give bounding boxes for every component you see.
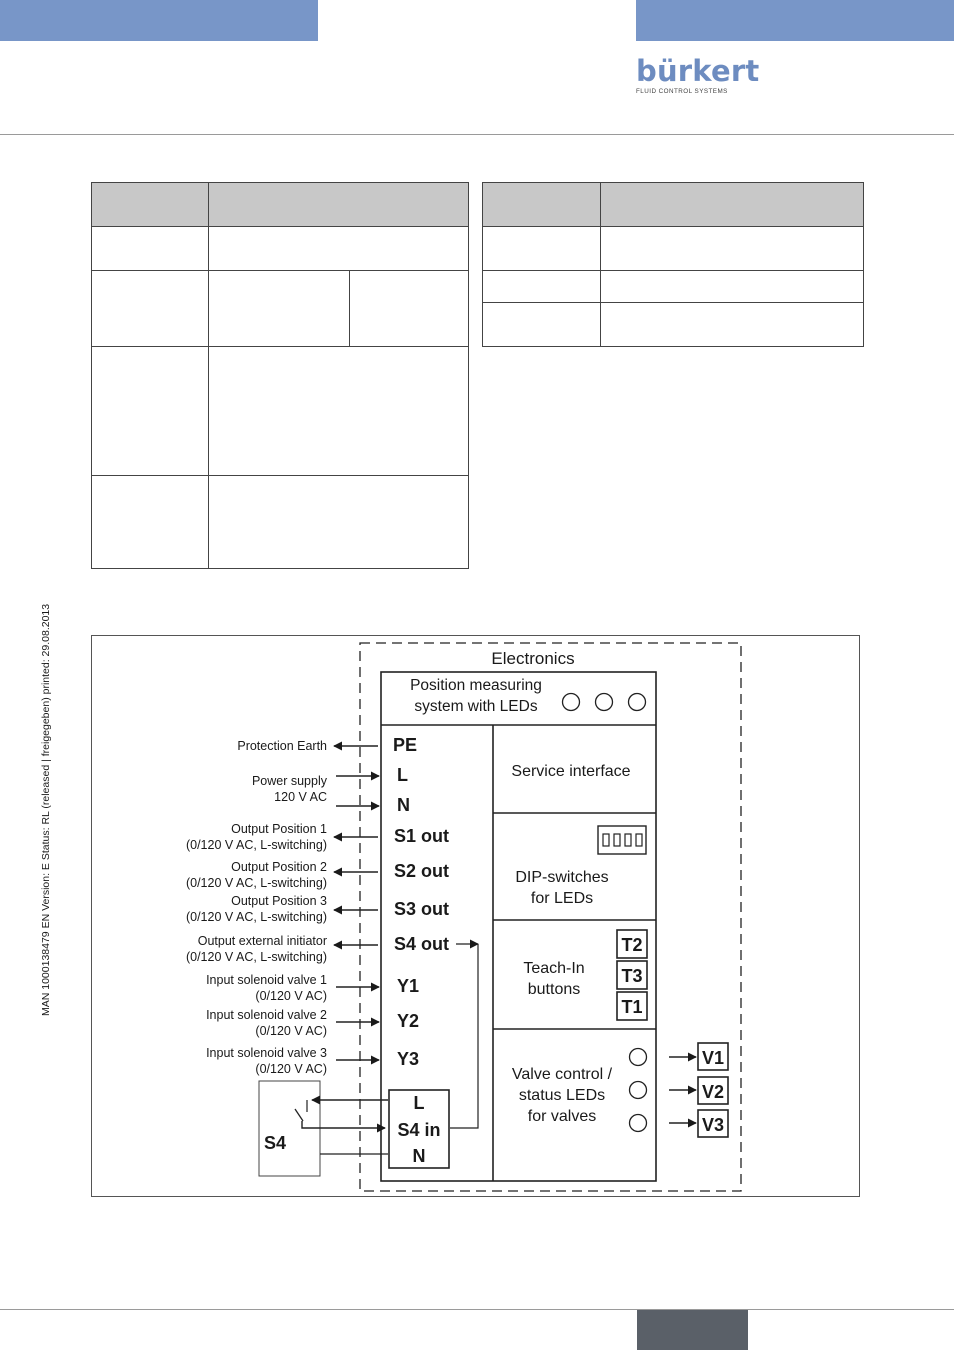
label-y3-line2: (0/120 V AC) xyxy=(255,1062,327,1076)
s4-in-l: L xyxy=(413,1093,425,1113)
terminal-pe: PE xyxy=(393,735,418,755)
valve-block-line1: Valve control / xyxy=(511,1066,613,1083)
valve-led-1 xyxy=(630,1049,647,1066)
dip-switch-block xyxy=(598,826,646,854)
label-s3-line1: Output Position 3 xyxy=(231,894,327,908)
valve-led-3 xyxy=(630,1115,647,1132)
burkert-logo xyxy=(636,54,760,95)
dip-label-line2: for LEDs xyxy=(530,890,594,907)
svg-text:T3: T3 xyxy=(621,966,643,986)
position-led-2 xyxy=(596,694,613,711)
table-cell xyxy=(209,271,350,347)
s4-device-label: S4 xyxy=(264,1133,287,1153)
label-power-line1: Power supply xyxy=(251,774,327,788)
svg-text:V2: V2 xyxy=(701,1082,725,1102)
logo-tagline: FLUID CONTROL SYSTEMS xyxy=(636,88,728,95)
table-header-cell xyxy=(92,183,209,227)
teach-in-line2: buttons xyxy=(527,981,581,998)
valve-block-line3: for valves xyxy=(527,1108,597,1125)
table-cell xyxy=(92,347,209,476)
service-interface-label: Service interface xyxy=(511,763,631,780)
dip-label-line1: DIP-switches xyxy=(515,869,609,886)
s4-in-n: N xyxy=(412,1146,426,1166)
spec-table-right xyxy=(482,182,864,347)
footer-tab xyxy=(637,1310,748,1350)
position-block-line2: system with LEDs xyxy=(414,698,538,715)
spec-table-left xyxy=(91,182,469,569)
label-protection-earth: Protection Earth xyxy=(237,739,327,753)
table-cell xyxy=(209,476,469,569)
table-cell xyxy=(92,227,209,271)
position-led-1 xyxy=(563,694,580,711)
logo-word: bürkert xyxy=(636,54,760,88)
terminal-l: L xyxy=(397,765,408,785)
position-block-line1: Position measuring xyxy=(410,677,542,694)
header-band-left xyxy=(0,0,318,41)
position-led-3 xyxy=(629,694,646,711)
label-y3-line1: Input solenoid valve 3 xyxy=(206,1046,327,1060)
label-y2-line1: Input solenoid valve 2 xyxy=(206,1008,327,1022)
terminal-n: N xyxy=(397,795,410,815)
label-s2-line1: Output Position 2 xyxy=(231,860,327,874)
header-band-right xyxy=(636,0,954,41)
wiring-diagram xyxy=(91,635,860,1197)
terminal-s2-out: S2 out xyxy=(394,861,450,881)
label-power-line2: 120 V AC xyxy=(274,790,327,804)
valve-block-line2: status LEDs xyxy=(518,1087,606,1104)
terminal-y1: Y1 xyxy=(397,976,420,996)
header-rule xyxy=(0,134,954,135)
table-cell xyxy=(209,227,469,271)
label-y2-line2: (0/120 V AC) xyxy=(255,1024,327,1038)
footer-rule xyxy=(0,1309,954,1310)
electronics-title: Electronics xyxy=(491,649,575,668)
svg-text:T2: T2 xyxy=(621,935,643,955)
table-cell xyxy=(483,303,601,347)
label-y1-line1: Input solenoid valve 1 xyxy=(206,973,327,987)
table-cell xyxy=(92,271,209,347)
table-cell xyxy=(483,227,601,271)
label-s2-line2: (0/120 V AC, L-switching) xyxy=(185,876,327,890)
terminal-y2: Y2 xyxy=(397,1011,420,1031)
label-s4-line1: Output external initiator xyxy=(197,934,327,948)
terminal-y3: Y3 xyxy=(397,1049,420,1069)
label-s1-line1: Output Position 1 xyxy=(231,822,327,836)
svg-text:V1: V1 xyxy=(701,1048,725,1068)
table-header-cell xyxy=(483,183,601,227)
table-cell xyxy=(601,271,864,303)
valve-led-2 xyxy=(630,1082,647,1099)
table-cell xyxy=(350,271,469,347)
terminal-s3-out: S3 out xyxy=(394,899,450,919)
label-s4-line2: (0/120 V AC, L-switching) xyxy=(185,950,327,964)
table-cell xyxy=(209,347,469,476)
label-y1-line2: (0/120 V AC) xyxy=(255,989,327,1003)
terminal-s4-out: S4 out xyxy=(394,934,450,954)
table-cell xyxy=(483,271,601,303)
table-cell xyxy=(601,227,864,271)
document-meta: MAN 1000138479 EN Version: E Status: RL (released | freigegeben) printed: 29.08.2013 xyxy=(40,603,52,1016)
svg-text:V3: V3 xyxy=(701,1115,725,1135)
svg-text:T1: T1 xyxy=(621,997,643,1017)
table-header-cell xyxy=(601,183,864,227)
label-s1-line2: (0/120 V AC, L-switching) xyxy=(185,838,327,852)
teach-in-line1: Teach-In xyxy=(523,960,585,977)
s4-in-label: S4 in xyxy=(397,1120,441,1140)
label-s3-line2: (0/120 V AC, L-switching) xyxy=(185,910,327,924)
terminal-s1-out: S1 out xyxy=(394,826,450,846)
table-header-cell xyxy=(209,183,469,227)
table-cell xyxy=(92,476,209,569)
table-cell xyxy=(601,303,864,347)
